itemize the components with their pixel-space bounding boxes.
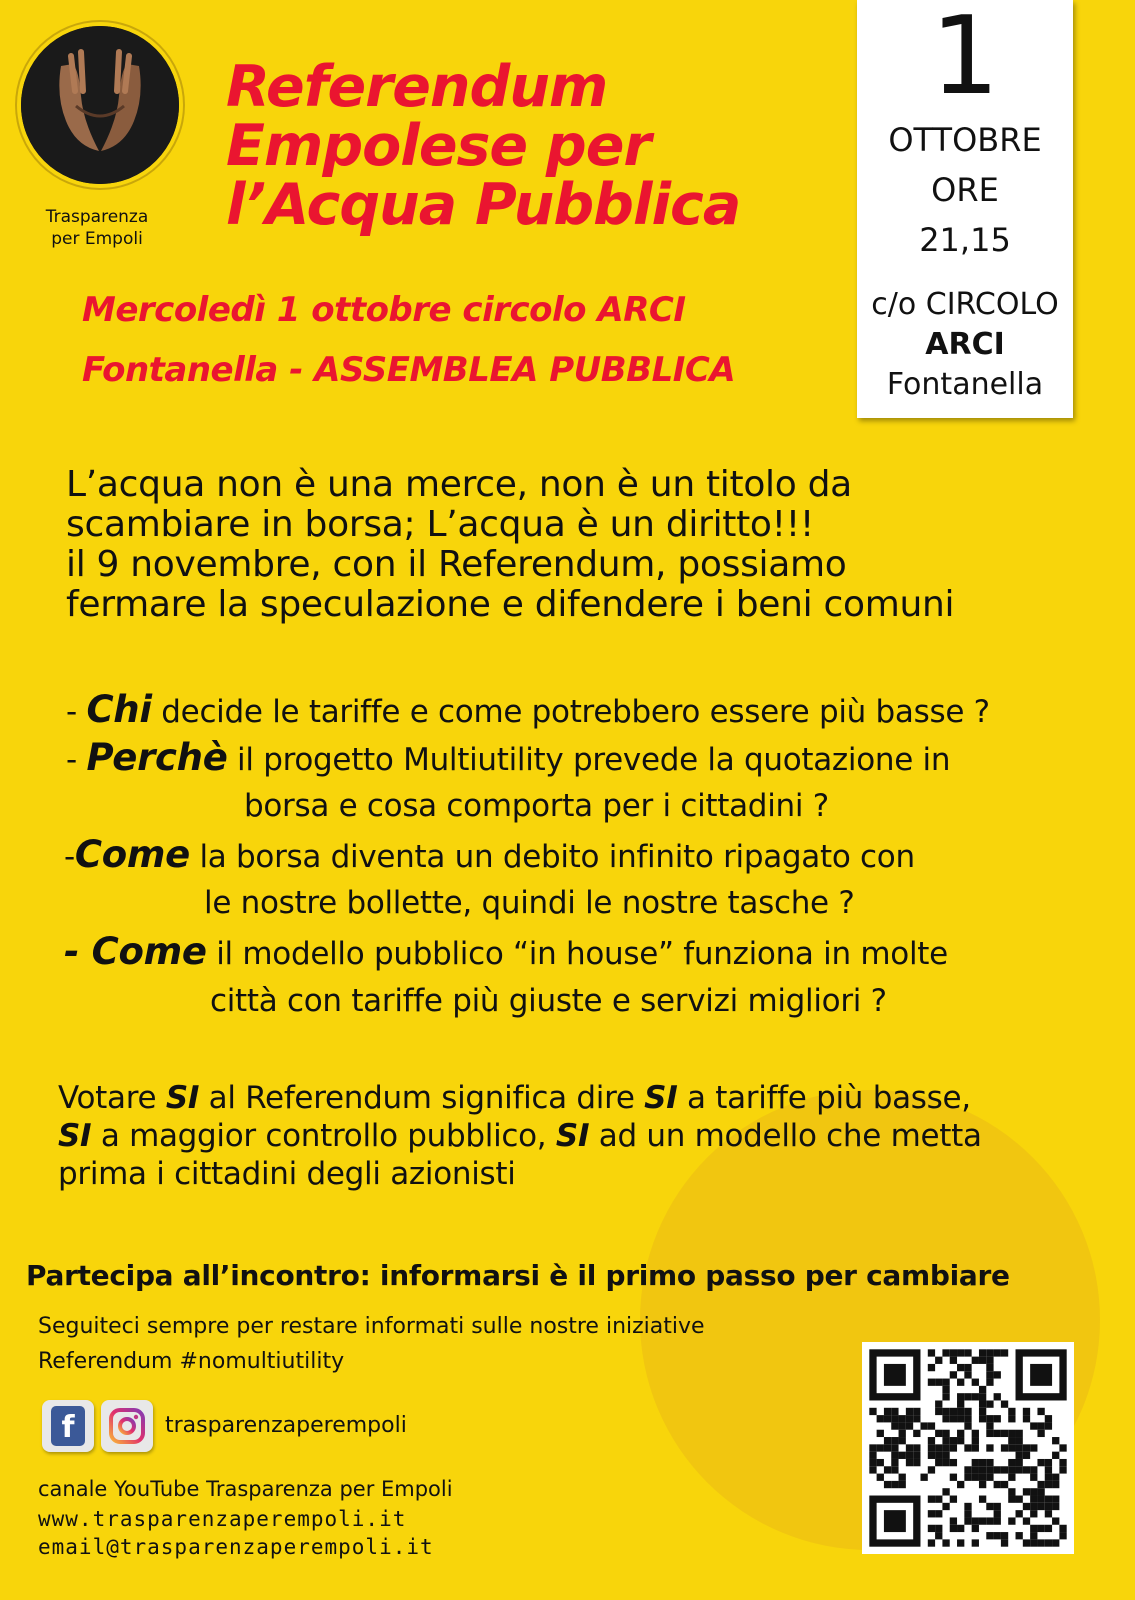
social-handle[interactable]: trasparenzaperempoli [165,1413,407,1438]
question-come-inhouse [64,932,948,974]
question-chi [66,690,990,732]
question-prefix: - [66,742,87,778]
tags-text: Referendum #nomultiutility [38,1349,345,1374]
facebook-icon[interactable]: f [42,1400,94,1452]
vote-text: Votare [58,1080,166,1116]
subtitle-line-2: Fontanella - ASSEMBLEA PUBBLICA [82,350,736,390]
question-key: Perchè [86,736,228,779]
time-label: ORE [931,171,999,209]
date-day: 1 [930,0,1000,119]
question-text: decide le tariffe e come potrebbero essere più basse ? [151,694,990,730]
vote-si: SI [555,1118,590,1154]
logo-hands-image [17,22,183,188]
vote-si: SI [58,1118,92,1154]
question-prefix: - [64,930,92,973]
vote-line-2 [58,1117,982,1155]
website-link[interactable]: www.trasparenzaperempoli.it [38,1507,407,1531]
instagram-icon[interactable] [101,1400,153,1452]
logo-caption [18,206,176,250]
question-come-borsa-cont: le nostre bollette, quindi le nostre tasche ? [204,885,855,921]
subtitle-line-1: Mercoledì 1 ottobre circolo ARCI [82,290,686,330]
vote-si: SI [644,1080,678,1116]
vote-text: a tariffe più basse, [677,1080,971,1116]
date-month: OTTOBRE [888,121,1042,159]
title-line-3: l’Acqua Pubblica [226,172,741,238]
venue-line2: ARCI [925,327,1005,362]
vote-line-3: prima i cittadini degli azionisti [58,1156,516,1192]
logo-caption-line2: per Empoli [51,229,143,249]
vote-text: a maggior controllo pubblico, [91,1118,556,1154]
question-perche-cont: borsa e cosa comporta per i cittadini ? [244,788,829,824]
question-text: il modello pubblico “in house” funziona in molte [206,936,948,972]
question-prefix: - [66,694,87,730]
vote-text: ad un modello che metta [589,1118,982,1154]
intro-line-4: fermare la speculazione e difendere i beni comuni [66,584,955,625]
email-link[interactable]: email@trasparenzaperempoli.it [38,1535,434,1559]
question-key: Come [91,930,207,973]
vote-si: SI [165,1080,200,1116]
qr-code[interactable] [862,1342,1074,1554]
question-key: Come [74,833,190,876]
question-prefix: - [64,839,75,875]
question-key: Chi [86,688,152,731]
venue-line3: Fontanella [886,367,1044,402]
date-box [857,0,1073,418]
intro-line-1: L’acqua non è una merce, non è un titolo da [66,464,852,505]
logo-caption-line1: Trasparenza [45,207,149,227]
question-text: la borsa diventa un debito infinito ripagato con [189,839,915,875]
vote-line-1 [58,1079,971,1117]
intro-line-3: il 9 novembre, con il Referendum, possiamo [66,544,847,585]
venue-line1: c/o CIRCOLO [871,287,1059,322]
follow-text: Seguiteci sempre per restare informati sulle nostre iniziative [38,1314,705,1339]
time-value: 21,15 [919,221,1011,259]
title-line-2: Empolese per [226,113,651,179]
question-perche [66,738,950,780]
question-come-borsa [64,835,915,877]
title-line-1: Referendum [226,54,608,120]
vote-text: al Referendum significa dire [199,1080,645,1116]
youtube-channel[interactable]: canale YouTube Trasparenza per Empoli [38,1477,453,1501]
intro-line-2: scambiare in borsa; L’acqua è un diritto!!! [66,504,815,545]
call-to-action: Partecipa all’incontro: informarsi è il primo passo per cambiare [26,1259,1010,1292]
question-text: il progetto Multiutility prevede la quotazione in [227,742,951,778]
question-come-inhouse-cont: città con tariffe più giuste e servizi migliori ? [210,983,887,1019]
